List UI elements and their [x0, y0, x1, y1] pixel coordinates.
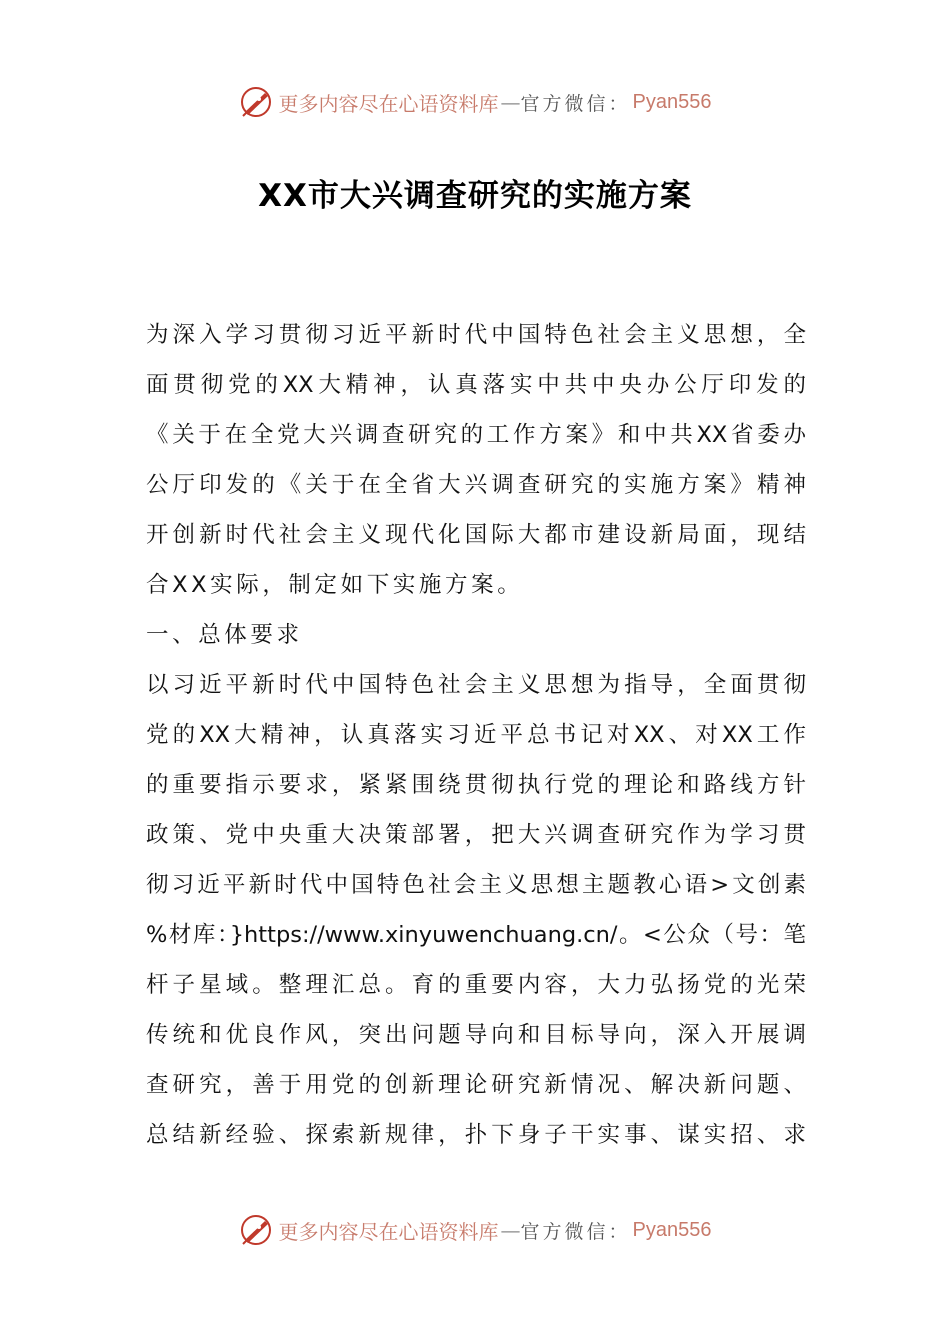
paragraph-line: 传统和优良作风，突出问题导向和目标导向，深入开展调	[146, 1022, 806, 1048]
paragraph-line: 政策、党中央重大决策部署，把大兴调查研究作为学习贯	[146, 822, 806, 848]
pen-logo-icon	[239, 85, 273, 119]
section-heading: 一、总体要求	[146, 622, 303, 648]
watermark-wechat-label: 官方微信：	[520, 92, 631, 115]
paragraph-line: 为深入学习贯彻习近平新时代中国特色社会主义思想，全	[146, 322, 806, 348]
paragraph-line: 《关于在全党大兴调查研究的工作方案》和中共XX省委办	[146, 422, 806, 448]
paragraph-line: 彻习近平新时代中国特色社会主义思想主题教心语>文创素	[146, 872, 806, 898]
paragraph-line: 合XX实际，制定如下实施方案。	[146, 572, 524, 598]
watermark-wechat-id: Pyan556	[632, 1218, 712, 1241]
pen-logo-icon	[239, 1213, 273, 1247]
paragraph-line: 党的XX大精神，认真落实习近平总书记对XX、对XX工作	[146, 722, 806, 748]
header-watermark	[0, 82, 950, 122]
paragraph-line: 面贯彻党的XX大精神，认真落实中共中央办公厅印发的	[146, 372, 806, 398]
watermark-wechat-id: Pyan556	[632, 90, 712, 113]
watermark-text: 更多内容尽在心语资料库	[278, 1219, 499, 1244]
document-body	[146, 310, 806, 1160]
paragraph-line: 开创新时代社会主义现代化国际大都市建设新局面，现结	[146, 522, 806, 548]
paragraph-line: 公厅印发的《关于在全省大兴调查研究的实施方案》精神	[146, 472, 806, 498]
paragraph-line: %材库：}https://www.xinyuwenchuang.cn/。<公众（号：笔	[146, 922, 806, 948]
paragraph-line: 以习近平新时代中国特色社会主义思想为指导，全面贯彻	[146, 672, 806, 698]
watermark-text: 更多内容尽在心语资料库	[278, 91, 499, 116]
watermark-dash: —	[500, 90, 519, 114]
document-title: XX市大兴调查研究的实施方案	[258, 178, 692, 214]
paragraph-line: 总结新经验、探索新规律，扑下身子干实事、谋实招、求	[146, 1122, 806, 1148]
watermark-wechat-label: 官方微信：	[520, 1220, 631, 1243]
paragraph-line: 查研究，善于用党的创新理论研究新情况、解决新问题、	[146, 1072, 806, 1098]
footer-watermark	[0, 1210, 950, 1250]
watermark-dash: —	[500, 1218, 519, 1242]
paragraph-line: 杆子星域。整理汇总。育的重要内容，大力弘扬党的光荣	[146, 972, 806, 998]
paragraph-line: 的重要指示要求，紧紧围绕贯彻执行党的理论和路线方针	[146, 772, 806, 798]
